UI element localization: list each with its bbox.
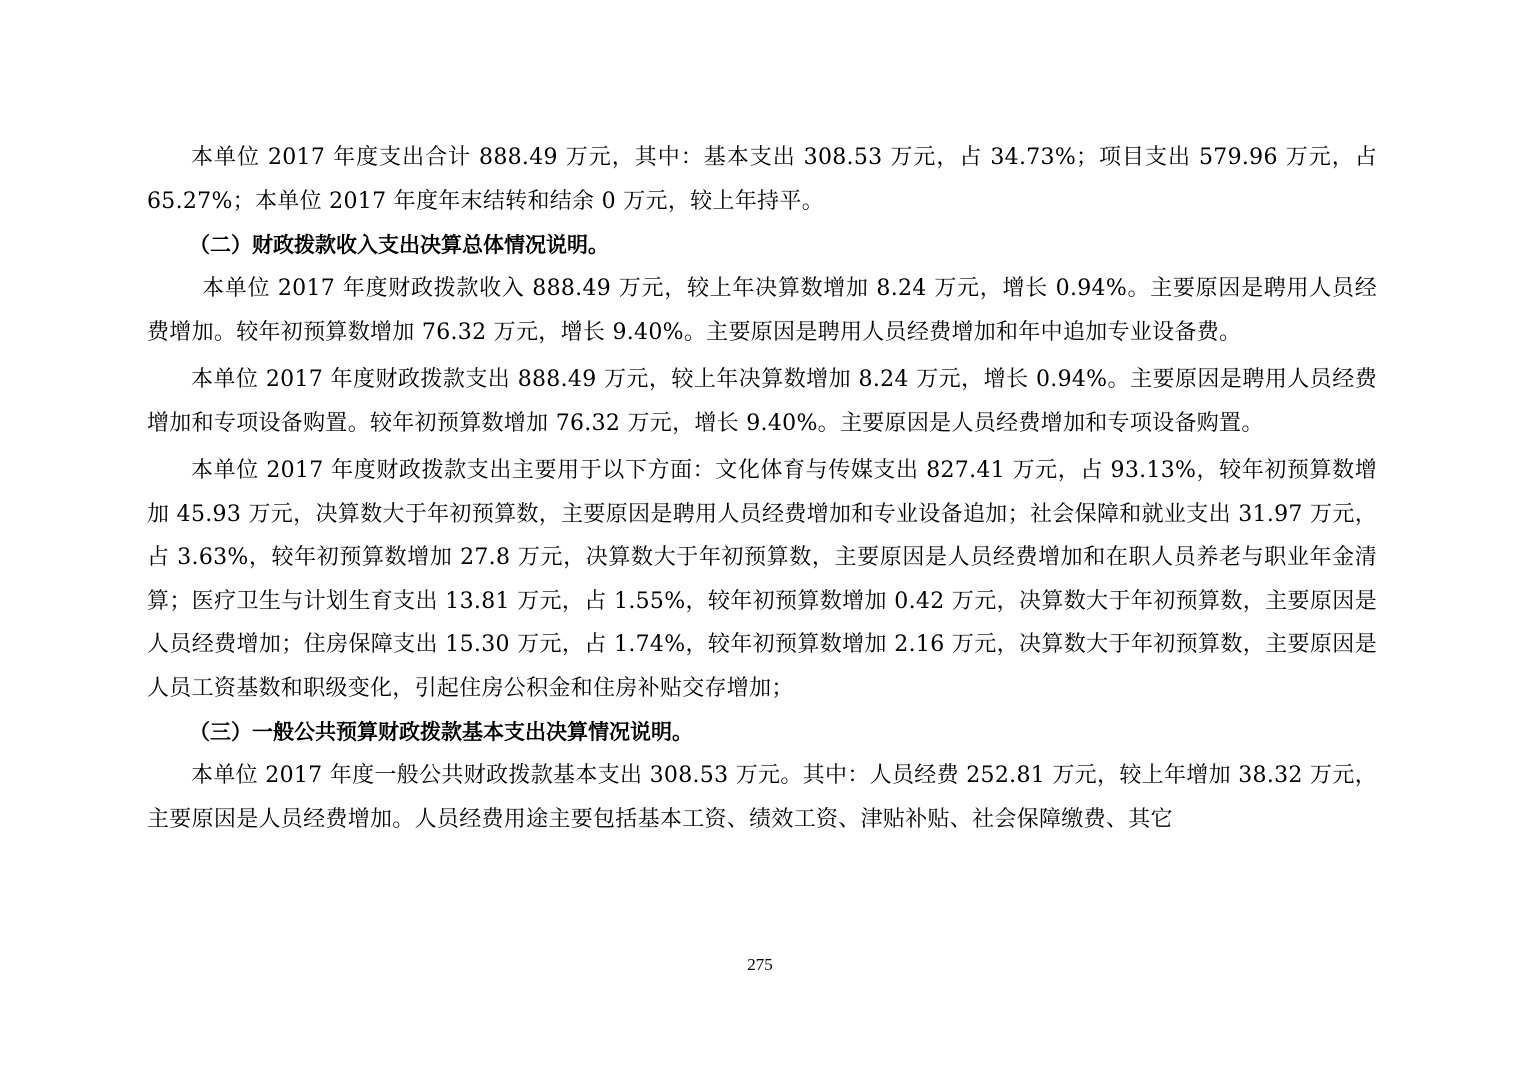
paragraph-expenditure-breakdown: 本单位 2017 年度财政拨款支出主要用于以下方面：文化体育与传媒支出 827.41 万元，占 93.13%，较年初预算数增加 45.93 万元，决算数大于年初预算数，主要原因是聘用人员经费增加和专业设备追加；社会保障和就业支出 31.97 万元，占 3.63%，较年初预算数增加 27.8 万元，决算数大于年初预算数，主要原因是人员经费增加和在职人员养老与职业年金清算；医疗卫生与计划生育支出 13.81 万元，占 1.55%，较年初预算数增加 0.42 万元，决算数大于年初预算数，主要原因是人员经费增加；住房保障支出 15.30 万元，占 1.74%，较年初预算数增加 2.16 万元，决算数大于年初预算数，主要原因是人员工资基数和职级变化，引起住房公积金和住房补贴交存增加； (147, 458, 1377, 701)
section-heading-3: （三）一般公共预算财政拨款基本支出决算情况说明。 (189, 720, 693, 744)
page-number: 275 (747, 955, 773, 974)
paragraph-fiscal-expenditure: 本单位 2017 年度财政拨款支出 888.49 万元，较上年决算数增加 8.24 万元，增长 0.94%。主要原因是聘用人员经费增加和专项设备购置。较年初预算数增加 76.32 万元，增长 9.40%。主要原因是人员经费增加和专项设备购置。 (147, 367, 1377, 436)
section-heading-2: （二）财政拨款收入支出决算总体情况说明。 (189, 233, 609, 257)
document-body (147, 136, 1377, 841)
paragraph-expenditure-total: 本单位 2017 年度支出合计 888.49 万元，其中：基本支出 308.53 万元，占 34.73%；项目支出 579.96 万元，占 65.27%；本单位 2017 年度年末结转和结余 0 万元，较上年持平。 (147, 145, 1377, 214)
paragraph-basic-expenditure: 本单位 2017 年度一般公共财政拨款基本支出 308.53 万元。其中：人员经费 252.81 万元，较上年增加 38.32 万元，主要原因是人员经费增加。人员经费用途主要包括基本工资、绩效工资、津贴补贴、社会保障缴费、其它 (147, 763, 1377, 832)
paragraph-fiscal-income: 本单位 2017 年度财政拨款收入 888.49 万元，较上年决算数增加 8.24 万元，增长 0.94%。主要原因是聘用人员经费增加。较年初预算数增加 76.32 万元，增长 9.40%。主要原因是聘用人员经费增加和年中追加专业设备费。 (147, 276, 1377, 345)
